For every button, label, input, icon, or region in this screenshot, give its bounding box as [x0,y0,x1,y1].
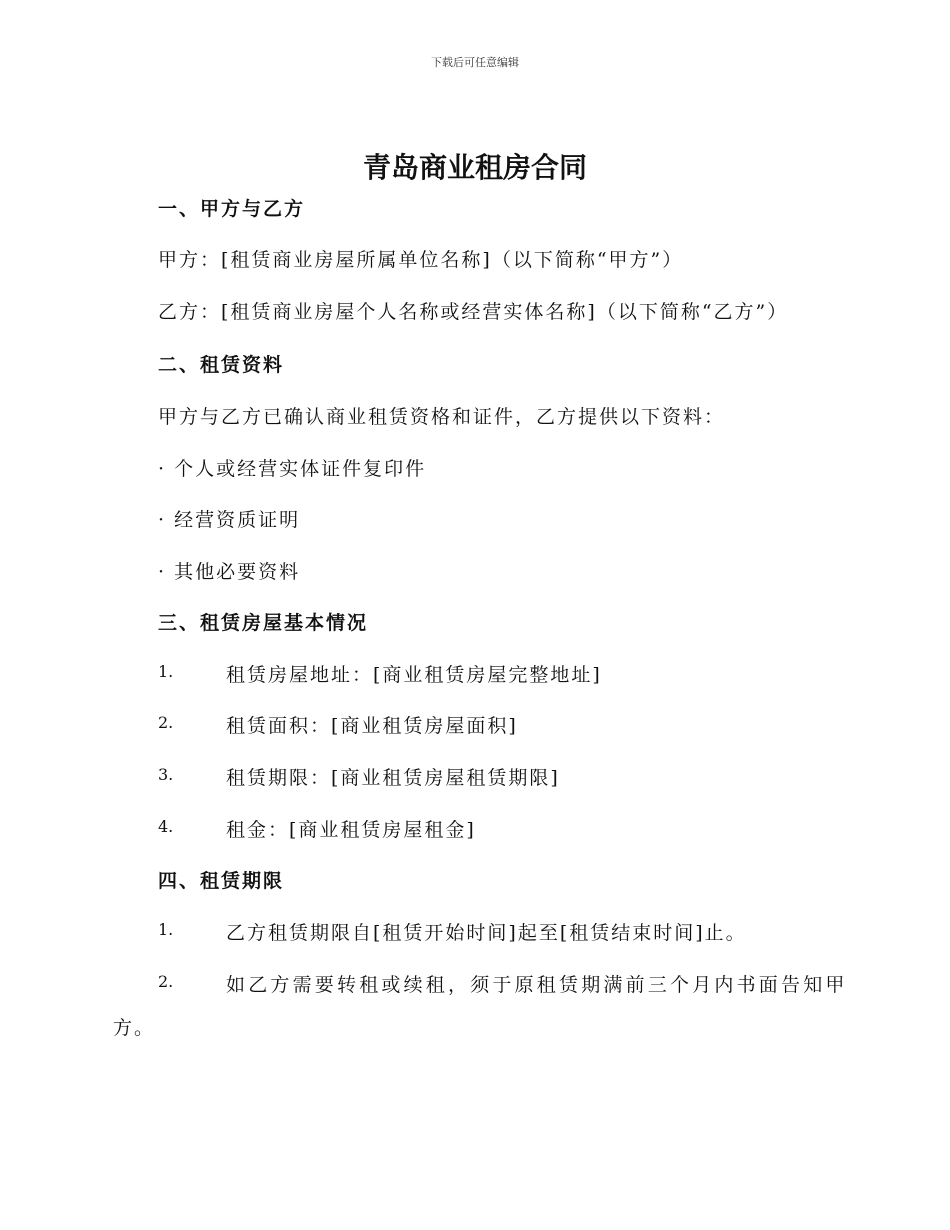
section-3-heading: 三、租赁房屋基本情况 [158,612,369,634]
list-item-number: 1. [158,662,174,681]
list-item-number: 2. [158,972,174,991]
list-item-text: 租赁期限：[商业租赁房屋租赁期限] [226,767,560,789]
party-a-line: 甲方：[租赁商业房屋所属单位名称]（以下简称“甲方”） [158,249,684,271]
list-item: · 其他必要资料 [158,561,301,583]
section-2-heading: 二、租赁资料 [158,354,285,376]
list-item-text: 乙方租赁期限自[租赁开始时间]起至[租赁结束时间]止。 [226,922,747,944]
document-title: 青岛商业租房合同 [362,151,587,184]
list-item-number: 2. [158,713,174,732]
list-item-text: 租金：[商业租赁房屋租金] [226,819,476,841]
list-item-number: 4. [158,817,174,836]
list-item-number: 3. [158,765,174,784]
section-4-heading: 四、租赁期限 [158,870,285,892]
list-item: · 个人或经营实体证件复印件 [158,458,427,480]
section-1-heading: 一、甲方与乙方 [158,198,306,220]
list-item-text: 租赁面积：[商业租赁房屋面积] [226,715,518,737]
list-item-text: 如乙方需要转租或续租，须于原租赁期满前三个月内书面告知甲 [226,974,848,996]
page-header-note: 下载后可任意编辑 [431,56,519,69]
section-2-intro: 甲方与乙方已确认商业租赁资格和证件，乙方提供以下资料： [158,406,726,428]
list-item-text-continuation: 方。 [113,1017,156,1039]
list-item-text: 租赁房屋地址：[商业租赁房屋完整地址] [226,664,602,686]
list-item: · 经营资质证明 [158,509,301,531]
party-b-line: 乙方：[租赁商业房屋个人名称或经营实体名称]（以下简称“乙方”） [158,301,789,323]
list-item-number: 1. [158,920,174,939]
